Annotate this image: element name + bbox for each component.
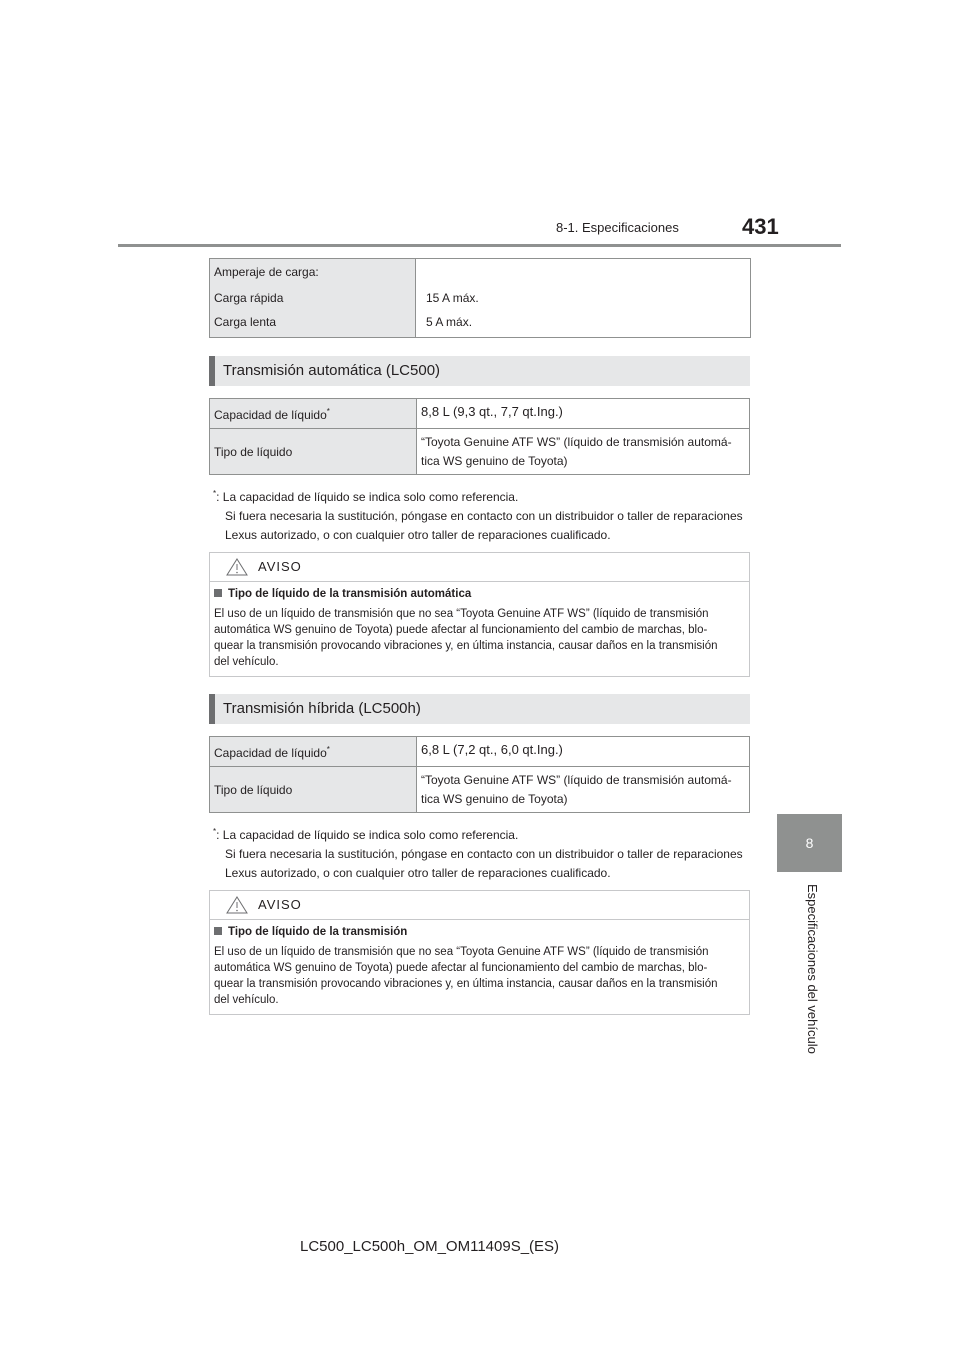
section-heading-automatic	[209, 356, 750, 386]
value-text: 8,8 L (9,3 qt., 7,7 qt.Ing.)	[421, 404, 563, 419]
warning-line: del vehículo.	[214, 656, 279, 668]
page-number: 431	[742, 214, 779, 239]
label-text: Tipo de líquido	[214, 782, 293, 797]
table-row	[210, 737, 750, 767]
warning-triangle-icon	[226, 558, 248, 576]
table-row	[210, 399, 750, 429]
chapter-name-text: Especificaciones del vehículo	[805, 884, 820, 1054]
value-text: 6,8 L (7,2 qt., 6,0 qt.Ing.)	[421, 742, 563, 757]
warning-box-automatic	[209, 552, 750, 677]
chapter-name	[806, 884, 826, 1054]
footnote-line: Si fuera necesaria la sustitución, póngase en contacto con un distribuidor o taller de reparaciones	[225, 847, 743, 861]
section-heading-hybrid-text: Transmisión híbrida (LC500h)	[223, 700, 421, 717]
value-text: tica WS genuino de Toyota)	[421, 454, 568, 468]
automatic-spec-table	[209, 398, 750, 475]
footnote-line: : La capacidad de líquido se indica solo como referencia.	[216, 490, 519, 504]
amperage-table	[209, 258, 751, 338]
square-bullet-icon	[214, 927, 222, 935]
label-text: Tipo de líquido	[214, 444, 293, 459]
table-label	[210, 399, 417, 429]
warning-header	[210, 891, 749, 920]
footnote-sup: *	[326, 745, 330, 754]
warning-line: automática WS genuino de Toyota) puede afectar al funcionamiento del cambio de marchas, blo-	[214, 962, 708, 974]
warning-subtitle-text: Tipo de líquido de la transmisión automática	[228, 588, 472, 600]
warning-line: quear la transmisión provocando vibraciones y, en última instancia, causar daños en la transmisión	[214, 640, 718, 652]
warning-body	[210, 582, 749, 676]
table-value	[417, 399, 750, 429]
table-row	[210, 767, 750, 813]
warning-line: automática WS genuino de Toyota) puede afectar al funcionamiento del cambio de marchas, blo-	[214, 624, 708, 636]
table-label	[210, 429, 417, 475]
footnote-sup: *	[326, 407, 330, 416]
value-text: “Toyota Genuine ATF WS” (líquido de transmisión automá-	[421, 435, 732, 449]
footnote-automatic	[213, 484, 743, 545]
chapter-tab: 8	[777, 814, 842, 872]
table-value	[417, 429, 750, 475]
amperage-label-fast: Carga rápida	[214, 291, 284, 305]
value-text: “Toyota Genuine ATF WS” (líquido de transmisión automá-	[421, 773, 732, 787]
amperage-value-fast: 15 A máx.	[426, 291, 479, 305]
label-text: Capacidad de líquido	[214, 746, 327, 760]
warning-box-hybrid	[209, 890, 750, 1015]
warning-subtitle	[214, 586, 745, 602]
table-value	[417, 737, 750, 767]
warning-line: quear la transmisión provocando vibraciones y, en última instancia, causar daños en la transmisión	[214, 978, 718, 990]
warning-line: del vehículo.	[214, 994, 279, 1006]
section-title: 8-1. Especificaciones	[556, 220, 679, 235]
label-text: Capacidad de líquido	[214, 408, 327, 422]
document-code: LC500_LC500h_OM_OM11409S_(ES)	[300, 1238, 560, 1255]
amperage-heading: Amperaje de carga:	[214, 265, 319, 279]
table-row	[210, 429, 750, 475]
warning-title: AVISO	[258, 559, 302, 574]
footnote-line: Lexus autorizado, o con cualquier otro taller de reparaciones cualificado.	[225, 866, 611, 880]
value-text: tica WS genuino de Toyota)	[421, 792, 568, 806]
table-value	[417, 767, 750, 813]
warning-triangle-icon	[226, 896, 248, 914]
warning-header	[210, 553, 749, 582]
footnote-line: Si fuera necesaria la sustitución, póngase en contacto con un distribuidor o taller de reparaciones	[225, 509, 743, 523]
header-rule	[118, 244, 841, 247]
footnote-mark: *	[213, 489, 217, 498]
footnote-line: : La capacidad de líquido se indica solo como referencia.	[216, 828, 519, 842]
warning-body	[210, 920, 749, 1014]
warning-line: El uso de un líquido de transmisión que no sea “Toyota Genuine ATF WS” (líquido de transmisión	[214, 946, 709, 958]
section-heading-automatic-text: Transmisión automática (LC500)	[223, 362, 441, 379]
square-bullet-icon	[214, 589, 222, 597]
amperage-label-slow: Carga lenta	[214, 315, 277, 329]
warning-line: El uso de un líquido de transmisión que no sea “Toyota Genuine ATF WS” (líquido de transmisión	[214, 608, 709, 620]
hybrid-spec-table	[209, 736, 750, 813]
warning-subtitle-text: Tipo de líquido de la transmisión	[228, 926, 408, 938]
section-heading-hybrid	[209, 694, 750, 724]
table-label	[210, 767, 417, 813]
footnote-hybrid	[213, 822, 743, 883]
footnote-line: Lexus autorizado, o con cualquier otro taller de reparaciones cualificado.	[225, 528, 611, 542]
footnote-mark: *	[213, 827, 217, 836]
table-label	[210, 737, 417, 767]
amperage-value-slow: 5 A máx.	[426, 315, 473, 329]
warning-subtitle	[214, 924, 745, 940]
warning-title: AVISO	[258, 897, 302, 912]
